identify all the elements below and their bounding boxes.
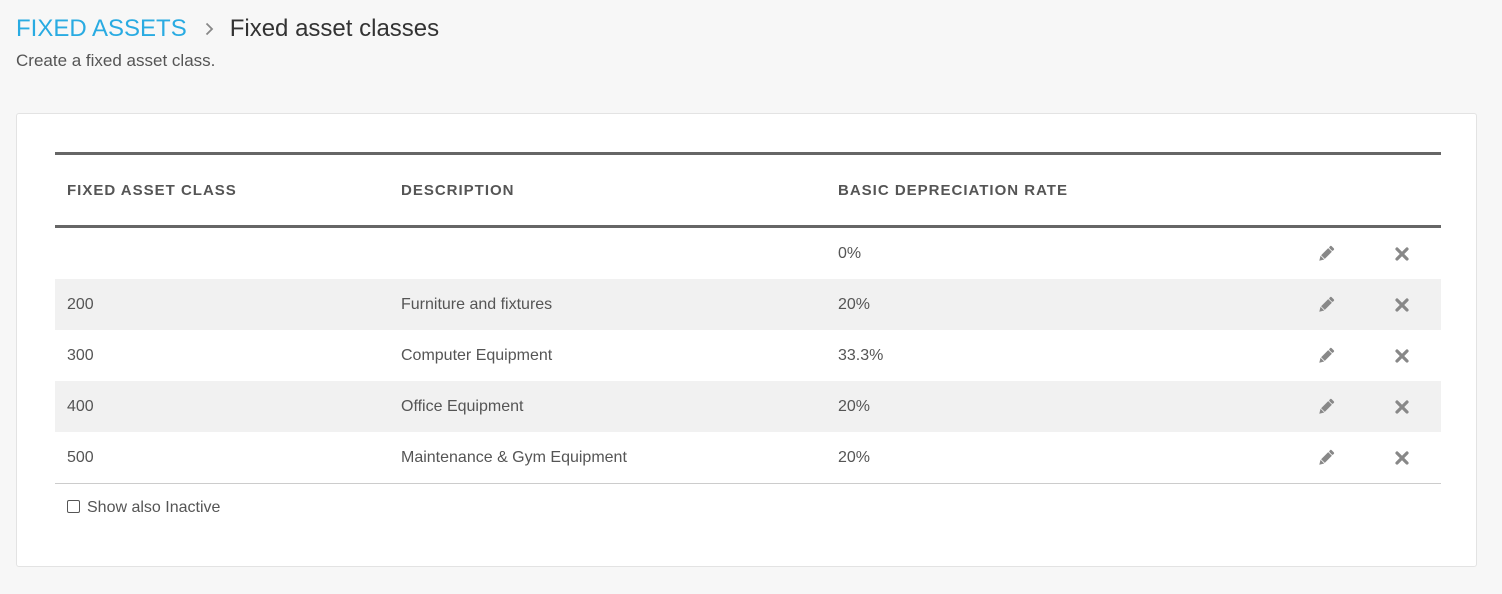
close-icon[interactable]	[1391, 345, 1413, 367]
table-header	[55, 152, 1441, 228]
cell-description: Maintenance & Gym Equipment	[401, 448, 627, 466]
column-header-description[interactable]: DESCRIPTION	[401, 181, 515, 199]
pencil-icon[interactable]	[1315, 447, 1337, 469]
asset-classes-table	[55, 152, 1441, 517]
page-header	[16, 14, 439, 71]
table-row	[55, 432, 1441, 483]
cell-class: 500	[67, 448, 94, 466]
cell-rate: 20%	[838, 448, 871, 466]
pencil-icon[interactable]	[1315, 345, 1337, 367]
cell-class: 400	[67, 397, 94, 415]
cell-description: Furniture and fixtures	[401, 295, 553, 313]
close-icon[interactable]	[1391, 396, 1413, 418]
table-row	[55, 381, 1441, 432]
cell-rate: 0%	[838, 244, 862, 262]
close-icon[interactable]	[1391, 243, 1413, 265]
table-bottom-divider	[55, 483, 1441, 484]
cell-description: Office Equipment	[401, 397, 524, 415]
cell-class: 300	[67, 346, 94, 364]
cell-rate: 20%	[838, 397, 871, 415]
column-header-rate[interactable]: BASIC DEPRECIATION RATE	[838, 181, 1068, 199]
cell-rate: 20%	[838, 295, 871, 313]
pencil-icon[interactable]	[1315, 243, 1337, 265]
pencil-icon[interactable]	[1315, 396, 1337, 418]
show-inactive-checkbox[interactable]	[67, 500, 80, 513]
cell-class: 200	[67, 295, 94, 313]
pencil-icon[interactable]	[1315, 294, 1337, 316]
breadcrumb-link-fixed-assets[interactable]: FIXED ASSETS	[16, 15, 187, 42]
page-title: Fixed asset classes	[229, 15, 440, 42]
show-inactive-option[interactable]	[55, 499, 1441, 517]
asset-classes-card	[16, 113, 1477, 567]
chevron-right-icon	[205, 22, 214, 36]
page-subtitle: Create a fixed asset class.	[16, 51, 216, 70]
breadcrumb	[16, 14, 439, 44]
table-row	[55, 228, 1441, 279]
table-row	[55, 279, 1441, 330]
table-row	[55, 330, 1441, 381]
table-body	[55, 228, 1441, 483]
column-header-class[interactable]: FIXED ASSET CLASS	[67, 181, 237, 199]
show-inactive-label[interactable]: Show also Inactive	[87, 499, 221, 516]
cell-rate: 33.3%	[838, 346, 884, 364]
cell-description: Computer Equipment	[401, 346, 553, 364]
close-icon[interactable]	[1391, 447, 1413, 469]
close-icon[interactable]	[1391, 294, 1413, 316]
